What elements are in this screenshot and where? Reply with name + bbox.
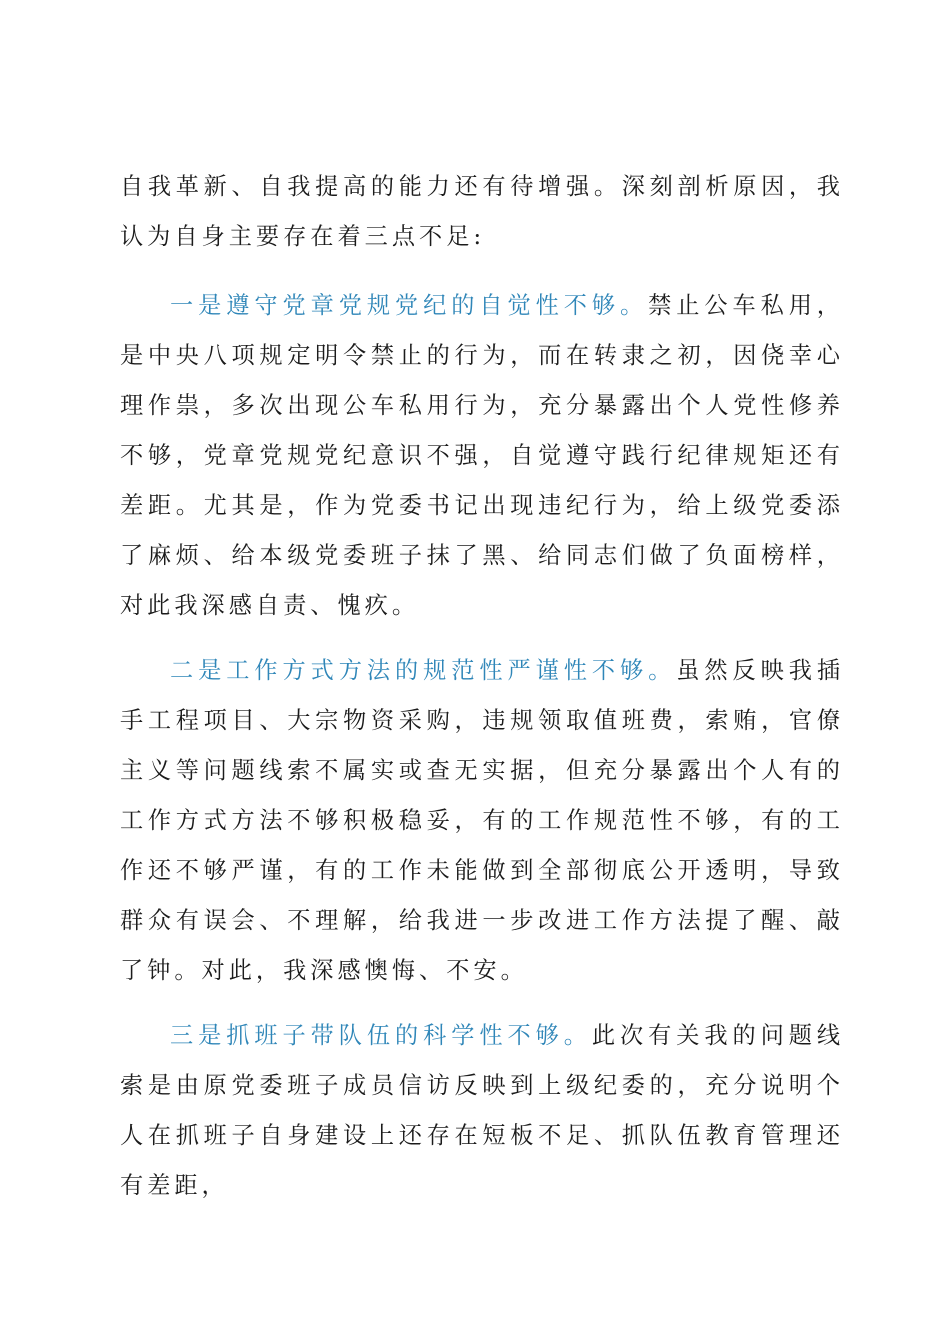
intro-text: 自我革新、自我提高的能力还有待增强。深刻剖析原因，我认为自身主要存在着三点不足: xyxy=(120,173,844,250)
section-one-body: 禁止公车私用，是中央八项规定明令禁止的行为，而在转隶之初，因侥幸心理作祟，多次出现公车私用行为，充分暴露出个人党性修养不够，党章党规党纪意识不强，自觉遵守践行纪律规矩还有差距。尤其是，作为党委书记出现违纪行为，给上级党委添了麻烦、给本级党委班子抹了黑、给同志们做了负面榜样，对此我深感自责、愧疚。 xyxy=(120,292,844,619)
section-one-paragraph xyxy=(120,281,844,631)
section-two-body: 虽然反映我插手工程项目、大宗物资采购，违规领取值班费，索贿，官僚主义等问题线索不属实或查无实据，但充分暴露出个人有的工作方式方法不够积极稳妥，有的工作规范性不够，有的工作还不够严谨，有的工作未能做到全部彻底公开透明，导致群众有误会、不理解，给我进一步改进工作方法提了醒、敲了钟。对此，我深感懊悔、不安。 xyxy=(120,657,845,984)
intro-paragraph xyxy=(120,162,844,262)
section-one-heading: 一是遵守党章党规党纪的自觉性不够。 xyxy=(170,292,649,319)
section-three xyxy=(120,1011,844,1211)
section-three-body: 此次有关我的问题线索是由原党委班子成员信访反映到上级纪委的，充分说明个人在抓班子自身建设上还存在短板不足、抓队伍教育管理还有差距， xyxy=(120,1022,845,1199)
section-two xyxy=(120,646,844,996)
section-one xyxy=(120,281,844,631)
section-two-paragraph xyxy=(120,646,844,996)
section-three-paragraph xyxy=(120,1011,844,1211)
section-three-heading: 三是抓班子带队伍的科学性不够。 xyxy=(170,1022,592,1049)
section-two-heading: 二是工作方式方法的规范性严谨性不够。 xyxy=(170,657,677,684)
